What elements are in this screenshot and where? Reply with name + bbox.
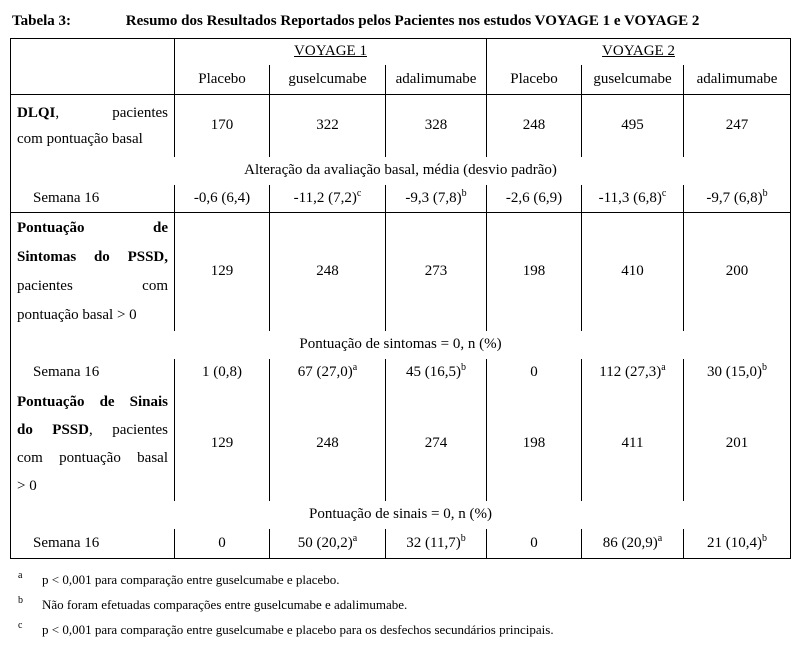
header-empty	[11, 65, 175, 95]
signs-week-row	[11, 529, 791, 559]
table-cell: -0,6 (6,4)	[175, 185, 270, 213]
row-label-line: pacientes com	[17, 277, 168, 294]
table-cell: 32 $(11,7)^b$	[386, 529, 487, 559]
arm-header: Placebo	[175, 65, 270, 95]
table-cell: 410	[582, 213, 684, 331]
arm-header: Placebo	[487, 65, 582, 95]
arm-header: adalimumabe	[684, 65, 791, 95]
dlqi-label	[11, 95, 175, 157]
table-cell: 200	[684, 213, 791, 331]
table-caption	[12, 8, 792, 34]
table-cell: 322	[270, 95, 386, 157]
results-table	[10, 38, 791, 559]
arm-header: guselcumabe	[582, 65, 684, 95]
week-label: Semana 16	[33, 534, 100, 551]
footnotes	[18, 567, 788, 642]
table-cell: 198	[487, 387, 582, 501]
week-label: Semana 16	[33, 189, 100, 206]
table-cell: 248	[487, 95, 582, 157]
table-cell: -9,7 $(6,8)^b$	[684, 185, 791, 213]
arm-header: adalimumabe	[386, 65, 487, 95]
study-label: VOYAGE 2	[602, 43, 675, 60]
table-cell: 112 $(27,3)^a$	[582, 359, 684, 387]
row-label-bold: DLQI	[17, 104, 56, 121]
row-label-line: , pacientes	[55, 104, 168, 121]
table-cell: 67 $(27,0)^a$	[270, 359, 386, 387]
table-cell: 30 $(15,0)^b$	[684, 359, 791, 387]
table-cell: 1 (0,8)	[175, 359, 270, 387]
row-label-line: Pontuação de	[17, 219, 168, 236]
signs-row	[11, 387, 791, 501]
table-cell: -9,3 $(7,8)^b$	[386, 185, 487, 213]
table-cell: 129	[175, 387, 270, 501]
signs-subheader-row	[11, 501, 791, 529]
row-label-line: Sintomas do PSSD,	[17, 248, 168, 265]
table-cell: 273	[386, 213, 487, 331]
footnote	[18, 617, 788, 642]
row-label-line: com pontuação basal	[17, 130, 143, 147]
subheader: Alteração da avaliação basal, média (desvio padrão)	[244, 162, 557, 178]
symptoms-label	[11, 213, 175, 331]
dlqi-row	[11, 95, 791, 157]
table-cell: -11,2 $(7,2)^c$	[270, 185, 386, 213]
table-cell: 0	[487, 359, 582, 387]
arm-header: guselcumabe	[270, 65, 386, 95]
table-cell: 170	[175, 95, 270, 157]
table-cell: 0	[175, 529, 270, 559]
header-row-studies	[11, 39, 791, 65]
symptoms-subheader-row	[11, 331, 791, 359]
caption-title: Resumo dos Resultados Reportados pelos Pacientes nos estudos VOYAGE 1 e VOYAGE 2	[125, 13, 700, 29]
signs-label: Pontuação de Sinais do PSSD, pacientes com pontuação basal > 0	[11, 387, 175, 501]
row-label-line: > 0	[17, 477, 37, 494]
week-label: Semana 16	[33, 364, 100, 380]
table-cell: 0	[487, 529, 582, 559]
study-label: VOYAGE 1	[294, 43, 367, 60]
table-cell: 129	[175, 213, 270, 331]
table-cell: 328	[386, 95, 487, 157]
footnote-mark: b	[18, 595, 23, 606]
study-header-voyage2	[487, 39, 791, 65]
header-row-arms	[11, 65, 791, 95]
symptoms-row	[11, 213, 791, 331]
subheader: Pontuação de sinais = 0, n (%)	[308, 506, 492, 522]
table-cell: 248	[270, 213, 386, 331]
subheader: Pontuação de sintomas = 0, n (%)	[299, 336, 502, 352]
footnote	[18, 592, 788, 617]
table-cell: 411	[582, 387, 684, 501]
table-cell: 45 $(16,5)^b$	[386, 359, 487, 387]
table-cell: -11,3 $(6,8)^c$	[582, 185, 684, 213]
header-empty	[11, 39, 175, 65]
table-cell: 274	[386, 387, 487, 501]
table-cell: 86 $(20,9)^a$	[582, 529, 684, 559]
row-label-line: com pontuação basal	[17, 449, 168, 466]
table-cell: 21 $(10,4)^b$	[684, 529, 791, 559]
symptoms-week-row	[11, 359, 791, 387]
footnote	[18, 567, 788, 592]
footnote-text: p < 0,001 para comparação entre guselcumabe e placebo para os desfechos secundários principais.	[42, 622, 554, 637]
table-cell: 247	[684, 95, 791, 157]
row-label-line: Pontuação de Sinais	[17, 393, 168, 410]
table-cell: 248	[270, 387, 386, 501]
dlqi-week-row	[11, 185, 791, 213]
table-cell: 198	[487, 213, 582, 331]
table-cell: 50 $(20,2)^a$	[270, 529, 386, 559]
footnote-mark: a	[18, 570, 23, 581]
table-cell: 495	[582, 95, 684, 157]
table-cell: 201	[684, 387, 791, 501]
footnote-text: p < 0,001 para comparação entre guselcumabe e placebo.	[42, 572, 340, 587]
row-label-line: pontuação basal > 0	[17, 306, 137, 323]
footnote-mark: c	[18, 620, 23, 631]
dlqi-subheader-row	[11, 157, 791, 185]
study-header-voyage1	[175, 39, 487, 65]
footnote-text: Não foram efetuadas comparações entre guselcumabe e adalimumabe.	[42, 597, 408, 612]
table-cell: -2,6 (6,9)	[487, 185, 582, 213]
caption-label: Tabela 3:	[12, 13, 72, 29]
